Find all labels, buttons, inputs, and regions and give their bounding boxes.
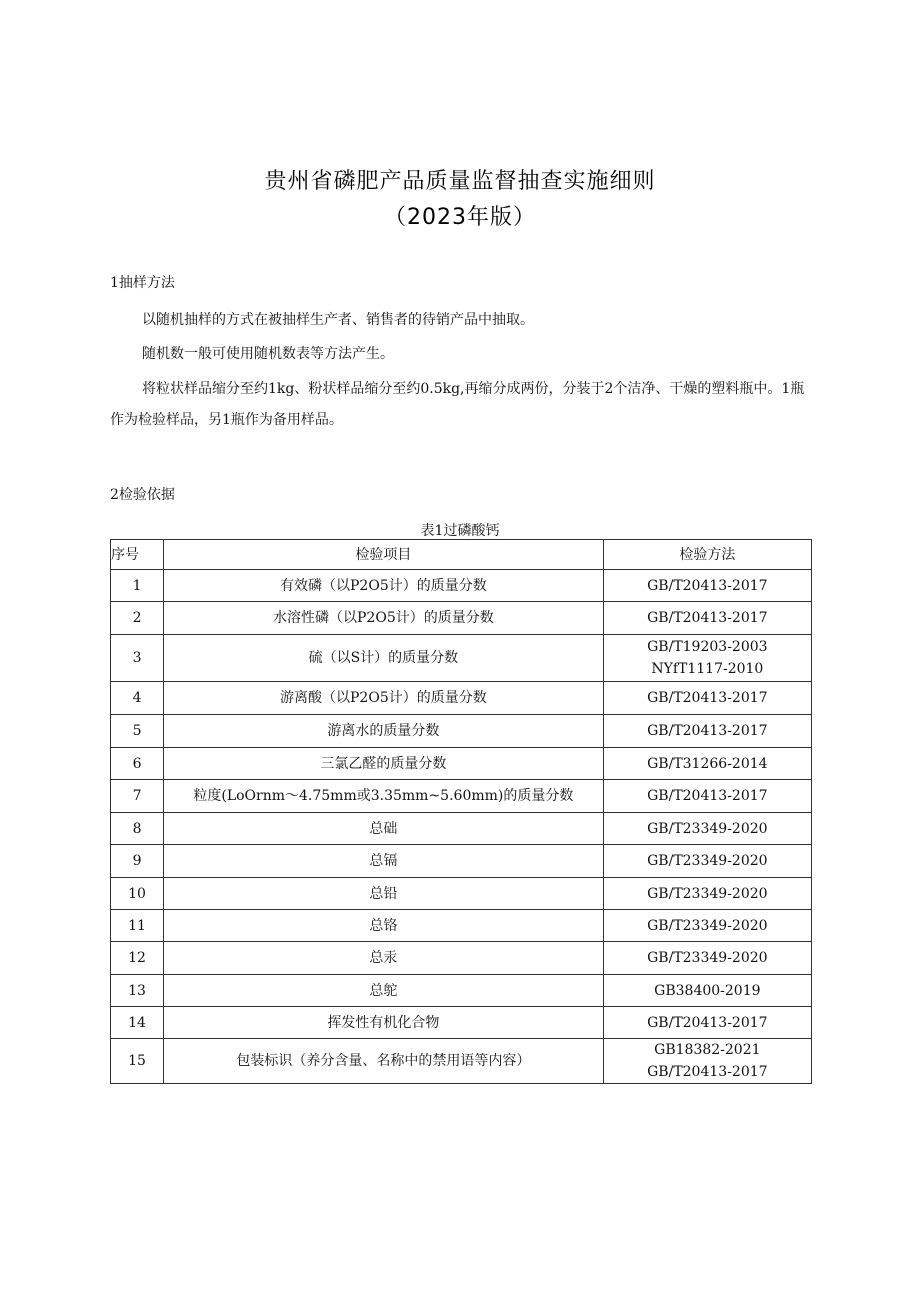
table-row <box>111 1039 812 1084</box>
row-number: 12 <box>111 942 164 975</box>
row-test-item: 总汞 <box>164 942 604 975</box>
test-method-standard: GB/T19203-2003 <box>647 639 768 655</box>
section-1-heading: 1抽样方法 <box>110 275 175 291</box>
table-row <box>111 602 812 635</box>
row-test-item: 有效磷（以P2O5计）的质量分数 <box>164 570 604 602</box>
row-number: 8 <box>111 813 164 845</box>
row-number: 14 <box>111 1007 164 1039</box>
table-row <box>111 780 812 813</box>
header-number: 序号 <box>111 540 164 570</box>
document-title: 贵州省磷肥产品质量监督抽查实施细则 <box>264 169 656 194</box>
test-method-standard: GB38400-2019 <box>654 982 761 999</box>
table-row <box>111 845 812 878</box>
test-method-standard: GB/T23349-2020 <box>647 917 768 934</box>
header-test-method: 检验方法 <box>603 540 811 570</box>
document-subtitle: （2023年版） <box>384 205 536 230</box>
row-number: 13 <box>111 975 164 1007</box>
row-test-item: 粒度(LoOrnm～4.75mm或3.35mm~5.60mm)的质量分数 <box>164 780 604 813</box>
test-method-standard: GB/T20413-2017 <box>647 610 768 626</box>
row-number: 5 <box>111 715 164 748</box>
row-test-item: 总础 <box>164 813 604 845</box>
row-number: 4 <box>111 682 164 715</box>
table-header-row <box>111 540 812 570</box>
row-number: 2 <box>111 602 164 635</box>
row-test-method <box>603 748 811 780</box>
row-test-item: 挥发性有机化合物 <box>164 1007 604 1039</box>
row-test-item: 总铬 <box>164 910 604 942</box>
row-test-method <box>603 845 811 878</box>
table-row <box>111 682 812 715</box>
row-test-item: 总铅 <box>164 878 604 910</box>
section-1-paragraph: 随机数一般可使用随机数表等方法产生。 <box>142 346 394 362</box>
inspection-basis-table <box>110 539 812 1084</box>
test-method-standard: GB18382-2021 <box>654 1042 761 1058</box>
row-test-method <box>603 570 811 602</box>
section-1-paragraph: 将粒状样品缩分至约1kg、粉状样品缩分至约0.5kg,再缩分成两份，分装于2个洁净、干燥的塑料瓶中。1瓶作为检验样品，另1瓶作为备用样品。 <box>110 381 805 428</box>
table-row <box>111 942 812 975</box>
row-test-item: 游离酸（以P2O5计）的质量分数 <box>164 682 604 715</box>
row-number: 11 <box>111 910 164 942</box>
table-row <box>111 975 812 1007</box>
section-1-paragraph: 以随机抽样的方式在被抽样生产者、销售者的待销产品中抽取。 <box>142 312 534 328</box>
test-method-standard: GB/T31266-2014 <box>647 755 768 772</box>
table-row <box>111 570 812 602</box>
row-test-item: 总鸵 <box>164 975 604 1007</box>
row-test-item: 硫（以S计）的质量分数 <box>164 635 604 682</box>
row-test-method <box>603 1039 811 1084</box>
row-number: 7 <box>111 780 164 813</box>
header-test-item: 检验项目 <box>164 540 604 570</box>
row-test-method <box>603 910 811 942</box>
row-test-item: 水溶性磷（以P2O5计）的质量分数 <box>164 602 604 635</box>
row-number: 1 <box>111 570 164 602</box>
test-method-standard: GB/T20413-2017 <box>647 723 768 739</box>
row-test-method <box>603 635 811 682</box>
row-test-method <box>603 1007 811 1039</box>
table-row <box>111 878 812 910</box>
row-number: 6 <box>111 748 164 780</box>
row-test-method <box>603 715 811 748</box>
row-test-item: 包装标识（养分含量、名称中的禁用语等内容） <box>164 1039 604 1084</box>
test-method-standard: GB/T23349-2020 <box>647 820 768 837</box>
row-test-method <box>603 602 811 635</box>
test-method-standard: NYfT1117-2010 <box>651 661 764 677</box>
test-method-standard: GB/T20413-2017 <box>647 690 768 706</box>
row-number: 9 <box>111 845 164 878</box>
row-test-item: 三氯乙醛的质量分数 <box>164 748 604 780</box>
test-method-standard: GB/T20413-2017 <box>647 1014 768 1031</box>
row-test-method <box>603 682 811 715</box>
table-row <box>111 635 812 682</box>
table-row <box>111 715 812 748</box>
row-test-method <box>603 942 811 975</box>
test-method-standard: GB/T23349-2020 <box>647 885 768 902</box>
table-row <box>111 813 812 845</box>
test-method-standard: GB/T20413-2017 <box>647 577 768 594</box>
row-test-method <box>603 813 811 845</box>
table-caption: 表1过磷酸钙 <box>420 523 500 539</box>
test-method-standard: GB/T23349-2020 <box>647 950 768 966</box>
test-method-standard: GB/T20413-2017 <box>647 1064 768 1080</box>
table-row <box>111 910 812 942</box>
row-number: 15 <box>111 1039 164 1084</box>
test-method-standard: GB/T23349-2020 <box>647 853 768 869</box>
row-test-item: 游离水的质量分数 <box>164 715 604 748</box>
row-test-item: 总镉 <box>164 845 604 878</box>
table-row <box>111 748 812 780</box>
row-test-method <box>603 780 811 813</box>
row-number: 10 <box>111 878 164 910</box>
row-test-method <box>603 975 811 1007</box>
row-test-method <box>603 878 811 910</box>
table-row <box>111 1007 812 1039</box>
section-2-heading: 2检验依据 <box>110 487 175 503</box>
row-number: 3 <box>111 635 164 682</box>
test-method-standard: GB/T20413-2017 <box>647 788 768 804</box>
